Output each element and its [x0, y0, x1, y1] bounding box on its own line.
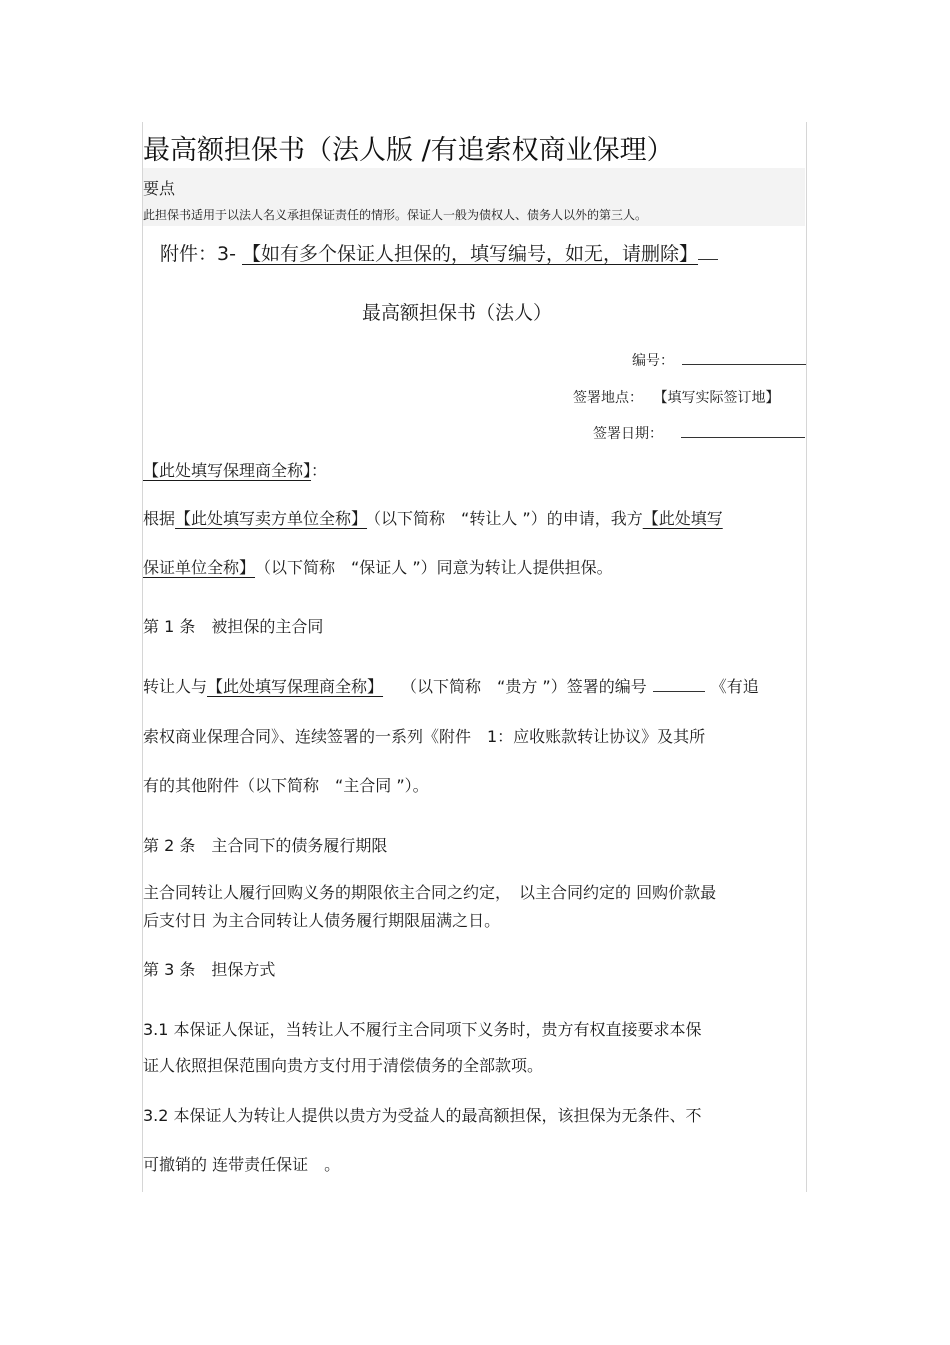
article-2-line2: 后支付日 为主合同转让人债务履行期限届满之日。	[143, 911, 501, 930]
article-3-2-line1: 3.2 本保证人为转让人提供以贵方为受益人的最高额担保，该担保为无条件、不	[143, 1106, 702, 1125]
article-3-1-line1: 3.1 本保证人保证，当转让人不履行主合同项下义务时，贵方有权直接要求本保	[143, 1020, 702, 1039]
sign-place-label: 签署地点：	[573, 390, 643, 406]
attachment-prefix: 附件：3-	[160, 243, 236, 265]
sign-date-row	[593, 423, 805, 443]
attachment-note: 【如有多个保证人担保的，填写编号，如无，请删除】	[242, 243, 699, 265]
article-3-2-line2: 可撤销的 连带责任保证 。	[143, 1155, 341, 1174]
addressee-colon: ：	[311, 461, 328, 480]
number-label: 编号：	[632, 353, 674, 369]
key-points-heading: 要点	[143, 179, 176, 198]
art1-text-d: 《有追	[710, 677, 759, 696]
attachment-line	[160, 239, 718, 266]
seller-name-field: 【此处填写卖方单位全称】	[175, 509, 368, 528]
article-1-heading: 第 1 条 被担保的主合同	[143, 617, 324, 636]
article-2-heading: 第 2 条 主合同下的债务履行期限	[143, 836, 388, 855]
number-row	[632, 350, 806, 370]
sign-date-blank[interactable]	[681, 423, 805, 438]
para1-text-c: （以下简称 “转让人 ”）的申请，我方	[373, 509, 643, 528]
article-1-line2: 索权商业保理合同》、连续签署的一系列《附件 1：应收账款转让协议》及其所	[143, 727, 706, 746]
article-3-1-line2: 证人依照担保范围向贵方支付用于清偿债务的全部款项。	[143, 1056, 544, 1075]
sign-date-label: 签署日期：	[593, 426, 663, 442]
art1-text-c: （以下简称 “贵方 ”）签署的编号	[409, 677, 647, 696]
guarantor-name-field-cont: 保证单位全称】	[143, 558, 256, 577]
article-1-line3: 有的其他附件（以下简称 “主合同 ”）。	[143, 776, 429, 795]
addressee	[143, 458, 327, 481]
para1-line1	[143, 506, 723, 529]
guarantor-name-field: 【此处填写	[642, 509, 723, 528]
sign-place-row	[573, 387, 779, 407]
article-2-line1: 主合同转让人履行回购义务的期限依主合同之约定， 以主合同约定的 回购价款最	[143, 883, 717, 902]
article-1-line1	[143, 674, 759, 697]
number-blank[interactable]	[682, 350, 806, 365]
para1-line2	[143, 555, 613, 578]
sign-place-value: 【填写实际签订地】	[653, 390, 780, 406]
art1-text-a: 转让人与	[143, 677, 208, 696]
right-border	[806, 122, 807, 1192]
subtitle: 最高额担保书（法人）	[362, 302, 553, 324]
para1-text-b: （以下简称 “保证人 ”）同意为转让人提供担保。	[263, 558, 613, 577]
addressee-name: 【此处填写保理商全称】	[143, 461, 312, 480]
article-3-heading: 第 3 条 担保方式	[143, 960, 276, 979]
factor-name-field: 【此处填写保理商全称】	[207, 677, 384, 696]
para1-text-a: 根据	[143, 509, 176, 528]
key-points-note: 此担保书适用于以法人名义承担保证责任的情形。保证人一般为债权人、债务人以外的第三人。	[143, 208, 648, 222]
contract-number-blank[interactable]	[653, 677, 705, 692]
document-title: 最高额担保书（法人版 /有追索权商业保理）	[143, 135, 674, 166]
